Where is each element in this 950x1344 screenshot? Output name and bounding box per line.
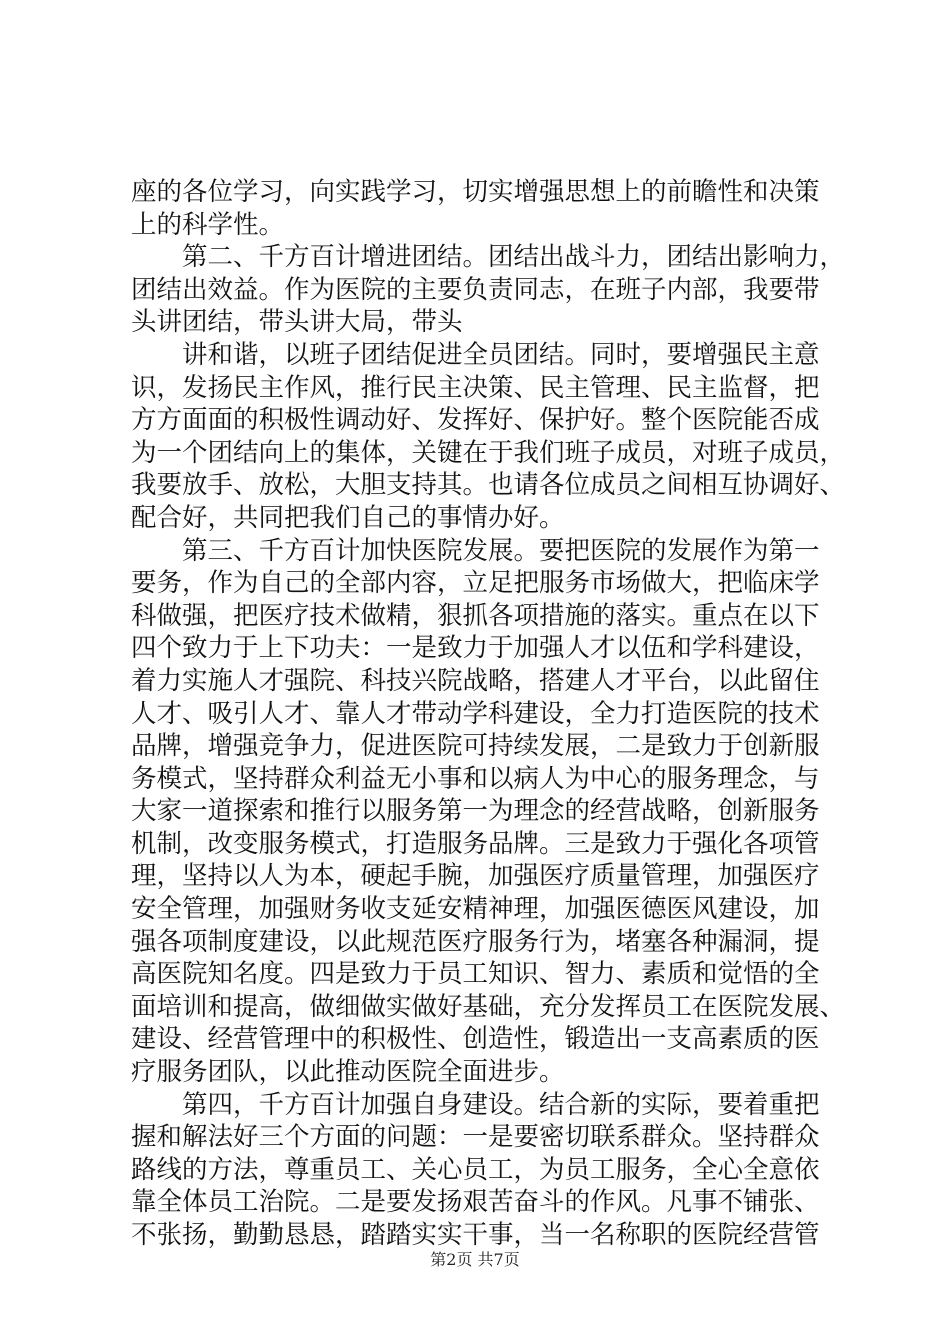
text-line: 座的各位学习，向实践学习，切实增强思想上的前瞻性和决策 xyxy=(131,177,820,207)
text-line: 不张扬，勤勤恳恳，踏踏实实干事，当一名称职的医院经营管 xyxy=(131,1220,820,1250)
text-line: 握和解法好三个方面的问题：一是要密切联系群众。坚持群众 xyxy=(131,1122,820,1153)
text-line: 面培训和提高，做细做实做好基础，充分发挥员工在医院发展、 xyxy=(131,991,846,1022)
text-line: 配合好，共同把我们自己的事情办好。 xyxy=(131,502,565,533)
text-line: 第二、千方百计增进团结。团结出战斗力，团结出影响力， xyxy=(182,242,846,273)
text-line: 务模式，坚持群众利益无小事和以病人为中心的服务理念，与 xyxy=(131,763,820,794)
text-line: 我要放手、放松，大胆支持其。也请各位成员之间相互协调好、 xyxy=(131,470,846,501)
text-line: 头讲团结，带头讲大局，带头 xyxy=(131,307,463,338)
text-line: 机制，改变服务模式，打造服务品牌。三是致力于强化各项管 xyxy=(131,828,820,859)
text-line: 强各项制度建设，以此规范医疗服务行为，堵塞各种漏洞，提 xyxy=(131,926,820,957)
text-line: 疗服务团队，以此推动医院全面进步。 xyxy=(131,1057,565,1088)
text-line: 人才、吸引人才、靠人才带动学科建设，全力打造医院的技术 xyxy=(131,698,820,729)
text-line: 要务，作为自己的全部内容，立足把服务市场做大，把临床学 xyxy=(131,568,820,599)
text-line: 第四，千方百计加强自身建设。结合新的实际，要着重把 xyxy=(182,1089,820,1120)
text-line: 理，坚持以人为本，硬起手腕，加强医疗质量管理，加强医疗 xyxy=(131,861,820,892)
text-line: 第三、千方百计加快医院发展。要把医院的发展作为第一 xyxy=(182,535,820,566)
text-line: 建设、经营管理中的积极性、创造性，锻造出一支高素质的医 xyxy=(131,1024,820,1055)
text-line: 路线的方法，尊重员工、关心员工，为员工服务，全心全意依 xyxy=(131,1154,820,1185)
text-line: 四个致力于上下功夫：一是致力于加强人才以伍和学科建设， xyxy=(131,633,820,664)
page-number-footer: 第2页 共7页 xyxy=(430,1250,520,1269)
text-line: 靠全体员工治院。二是要发扬艰苦奋斗的作风。凡事不铺张、 xyxy=(131,1187,820,1218)
text-line: 方方面面的积极性调动好、发挥好、保护好。整个医院能否成 xyxy=(131,405,820,436)
text-line: 为一个团结向上的集体，关键在于我们班子成员，对班子成员， xyxy=(131,437,846,468)
text-line: 讲和谐，以班子团结促进全员团结。同时，要增强民主意 xyxy=(182,339,820,370)
text-line: 大家一道探索和推行以服务第一为理念的经营战略，创新服务 xyxy=(131,796,820,827)
text-line: 上的科学性。 xyxy=(131,209,285,240)
text-line: 高医院知名度。四是致力于员工知识、智力、素质和觉悟的全 xyxy=(131,959,820,990)
text-line: 安全管理，加强财务收支延安精神理，加强医德医风建设，加 xyxy=(131,894,820,925)
text-line: 团结出效益。作为医院的主要负责同志，在班子内部，我要带 xyxy=(131,274,820,305)
text-line: 品牌，增强竞争力，促进医院可持续发展，二是致力于创新服 xyxy=(131,731,820,762)
text-line: 科做强，把医疗技术做精，狠抓各项措施的落实。重点在以下 xyxy=(131,600,820,631)
document-body xyxy=(131,176,846,1252)
text-line: 着力实施人才强院、科技兴院战略，搭建人才平台，以此留住 xyxy=(131,665,820,696)
text-line: 识，发扬民主作风，推行民主决策、民主管理、民主监督，把 xyxy=(131,372,820,403)
